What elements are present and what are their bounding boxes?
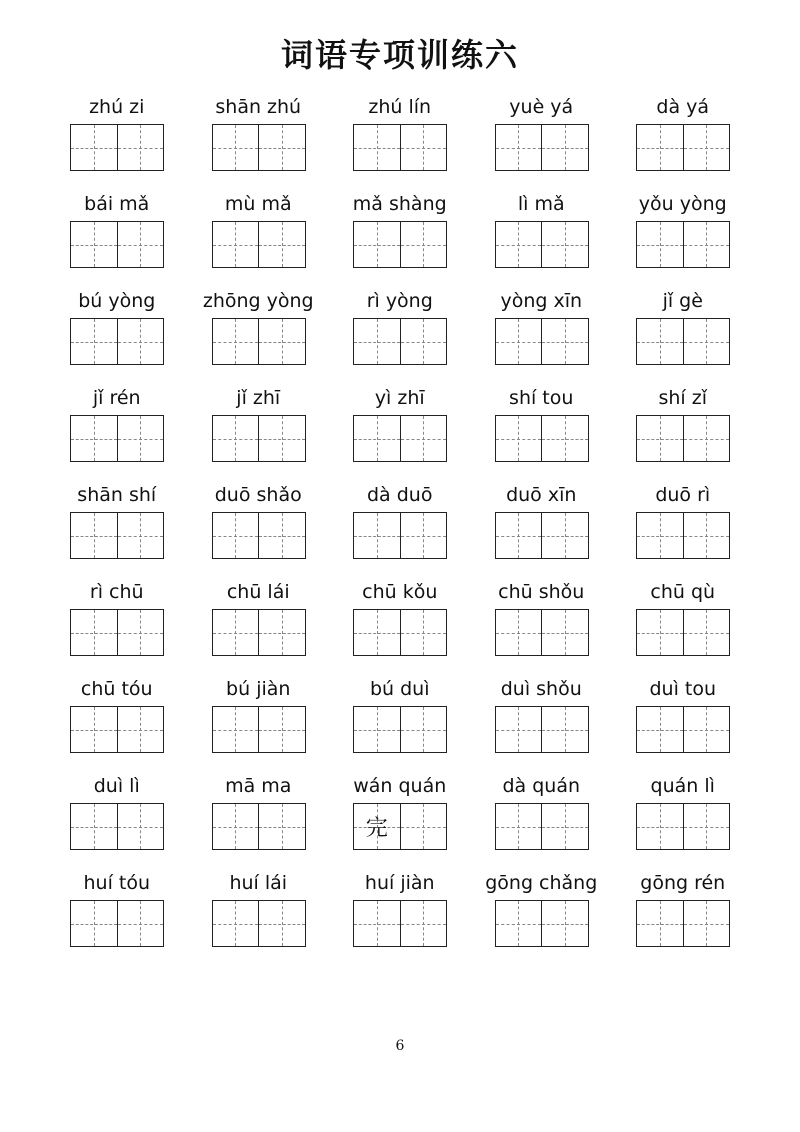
pinyin-label: dà quán [502, 775, 581, 797]
writing-boxes [636, 512, 730, 559]
writing-boxes [212, 415, 306, 462]
word-item [471, 866, 613, 963]
tianzige-box[interactable] [541, 513, 588, 558]
writing-boxes [636, 124, 730, 171]
word-item [612, 866, 754, 963]
filled-character: 完 [365, 816, 388, 841]
word-item [612, 381, 754, 478]
word-item [471, 672, 613, 769]
pinyin-label: gōng rén [640, 872, 726, 894]
tianzige-box[interactable] [354, 804, 400, 849]
tianzige-box[interactable] [683, 610, 730, 655]
tianzige-box[interactable] [117, 901, 164, 946]
tianzige-box[interactable] [496, 416, 542, 461]
word-row [46, 90, 776, 187]
tianzige-box[interactable] [400, 513, 447, 558]
writing-boxes [636, 318, 730, 365]
tianzige-box[interactable] [637, 610, 683, 655]
tianzige-box[interactable] [71, 416, 117, 461]
word-item [46, 187, 188, 284]
tianzige-box[interactable] [117, 222, 164, 267]
tianzige-box[interactable] [541, 222, 588, 267]
pinyin-label: dà yá [656, 96, 710, 118]
tianzige-box[interactable] [258, 513, 305, 558]
tianzige-box[interactable] [258, 804, 305, 849]
pinyin-label: bái mǎ [84, 193, 150, 215]
tianzige-box[interactable] [541, 804, 588, 849]
tianzige-box[interactable] [71, 707, 117, 752]
writing-boxes [636, 803, 730, 850]
tianzige-box[interactable] [117, 125, 164, 170]
word-grid [46, 90, 776, 963]
writing-boxes [212, 512, 306, 559]
tianzige-box[interactable] [354, 513, 400, 558]
tianzige-box[interactable] [117, 416, 164, 461]
word-item [612, 187, 754, 284]
word-row [46, 672, 776, 769]
pinyin-label: zhú zi [89, 96, 145, 118]
tianzige-box[interactable] [683, 416, 730, 461]
tianzige-box[interactable] [258, 707, 305, 752]
pinyin-label: yòng xīn [500, 290, 583, 312]
word-item [329, 575, 471, 672]
writing-boxes [212, 124, 306, 171]
word-item [329, 381, 471, 478]
writing-boxes [636, 706, 730, 753]
pinyin-label: jǐ zhī [236, 387, 281, 409]
tianzige-box[interactable] [496, 804, 542, 849]
word-row [46, 381, 776, 478]
word-item [612, 769, 754, 866]
tianzige-box[interactable] [496, 222, 542, 267]
tianzige-box[interactable] [117, 319, 164, 364]
word-item [46, 284, 188, 381]
tianzige-box[interactable] [683, 901, 730, 946]
tianzige-box[interactable] [496, 901, 542, 946]
pinyin-label: mǎ shàng [352, 193, 447, 215]
word-item [46, 575, 188, 672]
word-item [188, 769, 330, 866]
tianzige-box[interactable] [117, 804, 164, 849]
pinyin-label: chū qù [650, 581, 716, 603]
tianzige-box[interactable] [213, 901, 259, 946]
tianzige-box[interactable] [400, 804, 447, 849]
word-item [329, 672, 471, 769]
writing-boxes [636, 221, 730, 268]
tianzige-box[interactable] [354, 901, 400, 946]
page-title: 词语专项训练六 [280, 36, 519, 74]
writing-boxes [70, 221, 164, 268]
word-item [329, 769, 471, 866]
writing-boxes [353, 512, 447, 559]
tianzige-box[interactable] [496, 707, 542, 752]
tianzige-box[interactable] [258, 416, 305, 461]
writing-boxes [212, 900, 306, 947]
pinyin-label: wán quán [353, 775, 447, 797]
writing-boxes [70, 512, 164, 559]
tianzige-box[interactable] [637, 901, 683, 946]
word-item [46, 769, 188, 866]
tianzige-box[interactable] [541, 901, 588, 946]
writing-boxes [353, 318, 447, 365]
tianzige-box[interactable] [71, 319, 117, 364]
tianzige-box[interactable] [354, 610, 400, 655]
pinyin-label: huí tóu [83, 872, 151, 894]
tianzige-box[interactable] [258, 319, 305, 364]
writing-boxes [353, 803, 447, 850]
word-item [188, 381, 330, 478]
pinyin-label: quán lì [650, 775, 715, 797]
writing-boxes [70, 124, 164, 171]
word-item [329, 866, 471, 963]
pinyin-label: shí zǐ [658, 387, 707, 409]
writing-boxes [495, 900, 589, 947]
word-item [471, 769, 613, 866]
tianzige-box[interactable] [683, 319, 730, 364]
tianzige-box[interactable] [258, 222, 305, 267]
word-item [471, 381, 613, 478]
tianzige-box[interactable] [258, 901, 305, 946]
writing-boxes [70, 706, 164, 753]
tianzige-box[interactable] [400, 416, 447, 461]
pinyin-label: jǐ gè [662, 290, 703, 312]
tianzige-box[interactable] [117, 513, 164, 558]
tianzige-box[interactable] [541, 707, 588, 752]
tianzige-box[interactable] [496, 319, 542, 364]
tianzige-box[interactable] [258, 125, 305, 170]
tianzige-box[interactable] [71, 804, 117, 849]
word-item [612, 575, 754, 672]
word-item [329, 478, 471, 575]
word-item [46, 478, 188, 575]
pinyin-label: duì lì [93, 775, 140, 797]
word-row [46, 478, 776, 575]
pinyin-label: rì chū [89, 581, 144, 603]
pinyin-label: yì zhī [374, 387, 425, 409]
tianzige-box[interactable] [354, 125, 400, 170]
tianzige-box[interactable] [354, 319, 400, 364]
word-item [46, 381, 188, 478]
word-item [46, 90, 188, 187]
word-row [46, 284, 776, 381]
tianzige-box[interactable] [400, 901, 447, 946]
writing-boxes [495, 706, 589, 753]
pinyin-label: mù mǎ [224, 193, 292, 215]
pinyin-label: yǒu yòng [638, 193, 727, 215]
tianzige-box[interactable] [637, 416, 683, 461]
word-item [188, 187, 330, 284]
word-item [46, 672, 188, 769]
word-item [188, 478, 330, 575]
writing-boxes [212, 803, 306, 850]
tianzige-box[interactable] [637, 513, 683, 558]
word-item [471, 187, 613, 284]
page-number: 6 [395, 1038, 405, 1054]
tianzige-box[interactable] [400, 610, 447, 655]
pinyin-label: mā ma [225, 775, 292, 797]
tianzige-box[interactable] [71, 125, 117, 170]
pinyin-label: bú duì [369, 678, 430, 700]
writing-boxes [636, 609, 730, 656]
word-item [612, 90, 754, 187]
tianzige-box[interactable] [683, 513, 730, 558]
writing-boxes [636, 415, 730, 462]
tianzige-box[interactable] [71, 222, 117, 267]
tianzige-box[interactable] [541, 125, 588, 170]
word-item [471, 478, 613, 575]
pinyin-label: jǐ rén [92, 387, 141, 409]
tianzige-box[interactable] [637, 125, 683, 170]
word-item [188, 90, 330, 187]
writing-boxes [353, 900, 447, 947]
tianzige-box[interactable] [213, 416, 259, 461]
tianzige-box[interactable] [496, 125, 542, 170]
pinyin-label: huí jiàn [364, 872, 435, 894]
tianzige-box[interactable] [637, 804, 683, 849]
writing-boxes [353, 609, 447, 656]
writing-boxes [70, 803, 164, 850]
pinyin-label: shān zhú [215, 96, 302, 118]
writing-boxes [70, 609, 164, 656]
pinyin-label: shān shí [77, 484, 157, 506]
tianzige-box[interactable] [496, 610, 542, 655]
writing-boxes [353, 124, 447, 171]
tianzige-box[interactable] [354, 416, 400, 461]
tianzige-box[interactable] [541, 416, 588, 461]
writing-boxes [636, 900, 730, 947]
word-row [46, 866, 776, 963]
word-item [329, 187, 471, 284]
word-row [46, 575, 776, 672]
writing-boxes [495, 318, 589, 365]
tianzige-box[interactable] [213, 610, 259, 655]
word-item [188, 866, 330, 963]
word-item [188, 672, 330, 769]
word-item [471, 90, 613, 187]
writing-boxes [495, 609, 589, 656]
writing-boxes [70, 415, 164, 462]
pinyin-label: bú yòng [78, 290, 156, 312]
writing-boxes [70, 318, 164, 365]
pinyin-label: gōng chǎng [485, 872, 598, 894]
tianzige-box[interactable] [637, 319, 683, 364]
writing-boxes [212, 318, 306, 365]
writing-boxes [495, 415, 589, 462]
pinyin-label: yuè yá [509, 96, 574, 118]
tianzige-box[interactable] [213, 222, 259, 267]
tianzige-box[interactable] [354, 707, 400, 752]
tianzige-box[interactable] [71, 513, 117, 558]
word-row [46, 769, 776, 866]
tianzige-box[interactable] [71, 901, 117, 946]
writing-boxes [212, 706, 306, 753]
tianzige-box[interactable] [213, 513, 259, 558]
pinyin-label: chū lái [226, 581, 290, 603]
pinyin-label: zhōng yòng [202, 290, 314, 312]
writing-boxes [495, 221, 589, 268]
pinyin-label: dà duō [367, 484, 433, 506]
tianzige-box[interactable] [213, 707, 259, 752]
tianzige-box[interactable] [541, 319, 588, 364]
tianzige-box[interactable] [117, 707, 164, 752]
word-row [46, 187, 776, 284]
tianzige-box[interactable] [400, 125, 447, 170]
word-item [329, 90, 471, 187]
word-item [329, 284, 471, 381]
word-item [612, 672, 754, 769]
writing-boxes [212, 609, 306, 656]
tianzige-box[interactable] [541, 610, 588, 655]
tianzige-box[interactable] [71, 610, 117, 655]
writing-boxes [212, 221, 306, 268]
writing-boxes [353, 415, 447, 462]
tianzige-box[interactable] [213, 319, 259, 364]
pinyin-label: lì mǎ [517, 193, 565, 215]
tianzige-box[interactable] [400, 222, 447, 267]
pinyin-label: shí tou [509, 387, 574, 409]
tianzige-box[interactable] [637, 222, 683, 267]
pinyin-label: duō rì [655, 484, 711, 506]
tianzige-box[interactable] [400, 707, 447, 752]
tianzige-box[interactable] [213, 804, 259, 849]
word-item [188, 575, 330, 672]
pinyin-label: rì yòng [366, 290, 433, 312]
writing-boxes [495, 124, 589, 171]
writing-boxes [495, 803, 589, 850]
pinyin-label: huí lái [229, 872, 288, 894]
tianzige-box[interactable] [213, 125, 259, 170]
word-item [471, 284, 613, 381]
tianzige-box[interactable] [683, 125, 730, 170]
pinyin-label: chū kǒu [362, 581, 438, 603]
pinyin-label: duì tou [649, 678, 717, 700]
word-item [612, 478, 754, 575]
pinyin-label: duō xīn [506, 484, 577, 506]
tianzige-box[interactable] [258, 610, 305, 655]
tianzige-box[interactable] [683, 707, 730, 752]
tianzige-box[interactable] [683, 804, 730, 849]
pinyin-label: chū tóu [80, 678, 153, 700]
tianzige-box[interactable] [496, 513, 542, 558]
writing-boxes [495, 512, 589, 559]
pinyin-label: duō shǎo [214, 484, 302, 506]
pinyin-label: bú jiàn [226, 678, 291, 700]
tianzige-box[interactable] [117, 610, 164, 655]
writing-boxes [70, 900, 164, 947]
pinyin-label: chū shǒu [498, 581, 585, 603]
pinyin-label: duì shǒu [500, 678, 582, 700]
tianzige-box[interactable] [354, 222, 400, 267]
writing-boxes [353, 221, 447, 268]
word-item [46, 866, 188, 963]
tianzige-box[interactable] [637, 707, 683, 752]
pinyin-label: zhú lín [368, 96, 432, 118]
word-item [188, 284, 330, 381]
tianzige-box[interactable] [683, 222, 730, 267]
word-item [471, 575, 613, 672]
word-item [612, 284, 754, 381]
tianzige-box[interactable] [400, 319, 447, 364]
writing-boxes [353, 706, 447, 753]
